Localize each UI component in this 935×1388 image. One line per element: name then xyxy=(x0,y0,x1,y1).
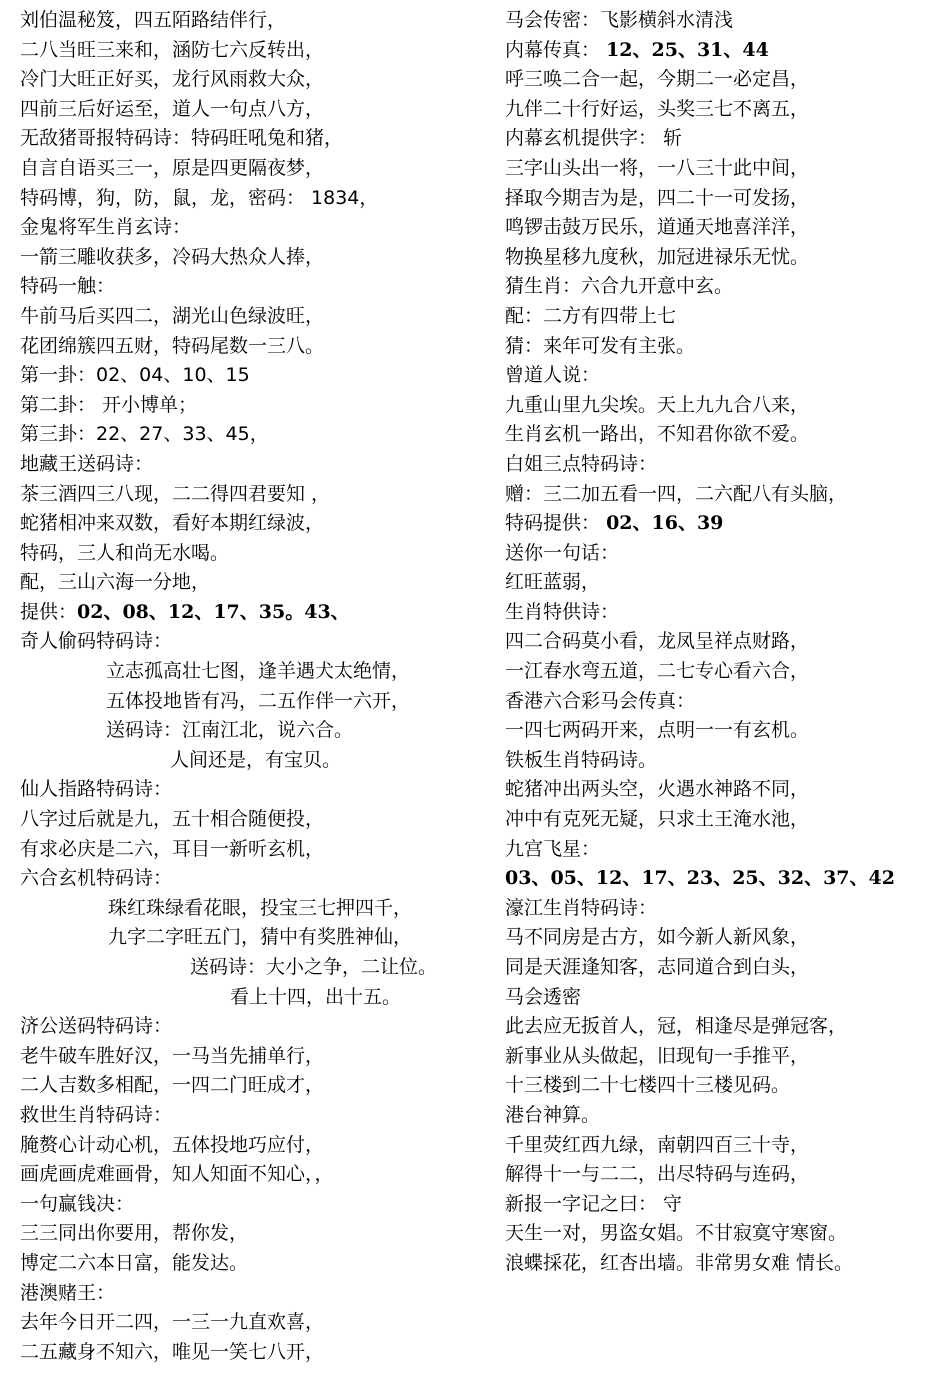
text-line: 第三卦：22、27、33、45， xyxy=(20,423,269,446)
text-line: 一江春水弯五道，二七专心看六合， xyxy=(505,660,810,683)
text-line: 花团绵簇四五财，特码尾数一三八。 xyxy=(20,334,325,357)
section-heading: 铁板生肖特码诗。 xyxy=(505,748,658,771)
text-line: 人间还是，有宝贝。 xyxy=(170,748,342,771)
section-heading: 救世生肖特码诗： xyxy=(20,1103,173,1126)
text-line: 三字山头出一将，一八三十此中间， xyxy=(505,156,810,179)
text-line: 二人吉数多相配，一四二门旺成才， xyxy=(20,1074,325,1097)
section-heading: 马会透密 xyxy=(505,985,582,1008)
inside-fax-line xyxy=(505,36,930,66)
provide-line xyxy=(20,598,480,628)
text-line: 十三楼到二十七楼四十三楼见码。 xyxy=(505,1074,791,1097)
text-line: 呼三唤二合一起，今期二一必定昌， xyxy=(505,68,810,91)
text-line: 腌赘心计动心机，五体投地巧应付， xyxy=(20,1133,325,1156)
text-line: 九重山里九尖埃。天上九九合八来， xyxy=(505,393,810,416)
text-line: 牛前马后买四二，湖光山色绿波旺， xyxy=(20,304,325,327)
text-line: 鸣锣击鼓万民乐，道通天地喜洋洋， xyxy=(505,216,810,239)
inside-fax-label: 内幕传真： xyxy=(505,38,601,61)
provide-label: 提供： xyxy=(20,600,78,623)
text-line: 冷门大旺正好买，龙行风雨救大众， xyxy=(20,68,325,91)
text-line: 红旺蓝弱， xyxy=(505,571,601,594)
text-line: 配，三山六海一分地， xyxy=(20,571,211,594)
text-line: 第一卦：02、04、10、15 xyxy=(20,364,250,387)
section-heading: 地藏王送码诗： xyxy=(20,452,154,475)
section-heading: 港澳赌王： xyxy=(20,1281,116,1304)
text-line: 五体投地皆有冯，二五作伴一六开， xyxy=(106,689,411,712)
text-line: 马会传密：飞影横斜水清浅 xyxy=(505,9,734,31)
text-line: 猜生肖：六合九开意中玄。 xyxy=(505,275,734,298)
text-line: 新报一字记之曰： 守 xyxy=(505,1192,683,1215)
text-line: 生肖玄机一路出，不知君你欲不爱。 xyxy=(505,423,810,446)
star-numbers: 03、05、12、17、23、25、32、37、42 xyxy=(505,867,895,890)
text-line: 刘伯温秘笈，四五陌路结伴行， xyxy=(20,9,287,31)
text-line: 配：二方有四带上七 xyxy=(505,304,677,327)
text-line: 同是天涯逢知客，志同道合到白头， xyxy=(505,956,810,978)
text-line: 千里荧红西九绿，南朝四百三十寺， xyxy=(505,1133,810,1156)
text-line: 有求必庆是二六，耳目一新听玄机， xyxy=(20,837,325,860)
text-line: 二五藏身不知六，唯见一笑七八开， xyxy=(20,1340,325,1363)
text-line: 自言自语买三一，原是四更隔夜梦， xyxy=(20,156,325,179)
text-line: 立志孤高壮七图，逢羊遇犬太绝情， xyxy=(106,660,411,683)
section-heading: 曾道人说： xyxy=(505,364,601,387)
left-column xyxy=(20,6,480,1367)
text-line: 新事业从头做起，旧现旬一手推平， xyxy=(505,1044,810,1067)
text-line: 天生一对，男盗女娼。不甘寂寞守寒窗。 xyxy=(505,1222,848,1245)
text-line: 蛇猪冲出两头空，火遇水神路不同， xyxy=(505,778,810,801)
text-line: 送码诗：江南江北，说六合。 xyxy=(106,719,354,742)
section-heading: 特码一触： xyxy=(20,275,116,298)
text-line: 此去应无扳首人，冠，相逢尽是弹冠客， xyxy=(505,1015,848,1038)
inside-fax-numbers: 12、25、31、44 xyxy=(606,38,769,61)
provide-label: 特码提供： xyxy=(505,512,601,535)
provide-numbers: 02、08、12、17、35。43、 xyxy=(77,600,350,623)
text-line: 冲中有克死无疑，只求土王淹水池， xyxy=(505,808,810,831)
text-line: 老牛破车胜好汉，一马当先捕单行， xyxy=(20,1044,325,1067)
text-line: 送码诗：大小之争，二让位。 xyxy=(190,956,438,978)
section-heading: 仙人指路特码诗： xyxy=(20,778,173,801)
text-line: 珠红珠绿看花眼，投宝三七押四千， xyxy=(108,896,413,919)
text-line: 九字二字旺五门，猜中有奖胜神仙， xyxy=(108,926,413,949)
right-column xyxy=(505,6,930,1279)
provide-numbers: 02、16、39 xyxy=(606,512,724,535)
text-line: 浪蝶採花，红杏出墙。非常男女难 情长。 xyxy=(505,1251,854,1274)
text-line: 二八当旺三来和，涵防七六反转出， xyxy=(20,38,325,61)
section-heading: 一句赢钱决： xyxy=(20,1192,135,1215)
text-line: 九伴二十行好运，头奖三七不离五， xyxy=(505,97,810,120)
text-line: 赠：三二加五看一四，二六配八有头脑， xyxy=(505,482,848,505)
text-line: 画虎画虎难画骨，知人知面不知心，， xyxy=(20,1163,334,1186)
section-heading: 香港六合彩马会传真： xyxy=(505,689,696,712)
section-heading: 九宫飞星： xyxy=(505,837,601,860)
text-line: 解得十一与二二，出尽特码与连码， xyxy=(505,1163,810,1186)
section-heading: 六合玄机特码诗： xyxy=(20,867,173,890)
section-heading: 港台神算。 xyxy=(505,1103,601,1126)
text-line: 四二合码莫小看，龙凤呈祥点财路， xyxy=(505,630,810,653)
text-line: 物换星移九度秋，加冠进禄乐无忧。 xyxy=(505,245,810,268)
text-line: 看上十四，出十五。 xyxy=(230,985,402,1008)
text-line: 特码博，狗，防，鼠，龙，密码： 1834， xyxy=(20,186,379,209)
section-heading: 白姐三点特码诗： xyxy=(505,452,658,475)
text-line: 一四七两码开来，点明一一有玄机。 xyxy=(505,719,810,742)
section-heading: 金鬼将军生肖玄诗： xyxy=(20,216,192,239)
section-heading: 生肖特供诗： xyxy=(505,600,620,623)
text-line: 茶三酒四三八现，二二得四君要知 ， xyxy=(20,482,331,505)
section-heading: 奇人偷码特码诗： xyxy=(20,630,173,653)
section-heading: 送你一句话： xyxy=(505,541,620,564)
text-line: 去年今日开二四，一三一九直欢喜， xyxy=(20,1311,325,1334)
text-line: 马不同房是古方，如今新人新风象， xyxy=(505,926,810,949)
text-line: 猜：来年可发有主张。 xyxy=(505,334,696,357)
text-line: 无敌猪哥报特码诗：特码旺吼兔和猪， xyxy=(20,127,344,150)
section-heading: 济公送码特码诗： xyxy=(20,1015,173,1038)
text-line: 第二卦： 开小博单； xyxy=(20,393,198,416)
section-heading: 濠江生肖特码诗： xyxy=(505,896,658,919)
text-line: 蛇猪相冲来双数，看好本期红绿波， xyxy=(20,512,325,535)
text-line: 三三同出你要用，帮你发， xyxy=(20,1222,249,1245)
text-line: 特码，三人和尚无水喝。 xyxy=(20,541,230,564)
provide-line xyxy=(505,509,930,539)
text-line: 内幕玄机提供字： 斩 xyxy=(505,127,683,150)
text-line: 一箭三雕收获多，冷码大热众人捧， xyxy=(20,245,325,268)
text-line: 四前三后好运至，道人一句点八方， xyxy=(20,97,325,120)
text-line: 博定二六本日富，能发达。 xyxy=(20,1251,249,1274)
text-line: 择取今期吉为是，四二十一可发扬， xyxy=(505,186,810,209)
text-line: 八字过后就是九，五十相合随便投， xyxy=(20,808,325,831)
